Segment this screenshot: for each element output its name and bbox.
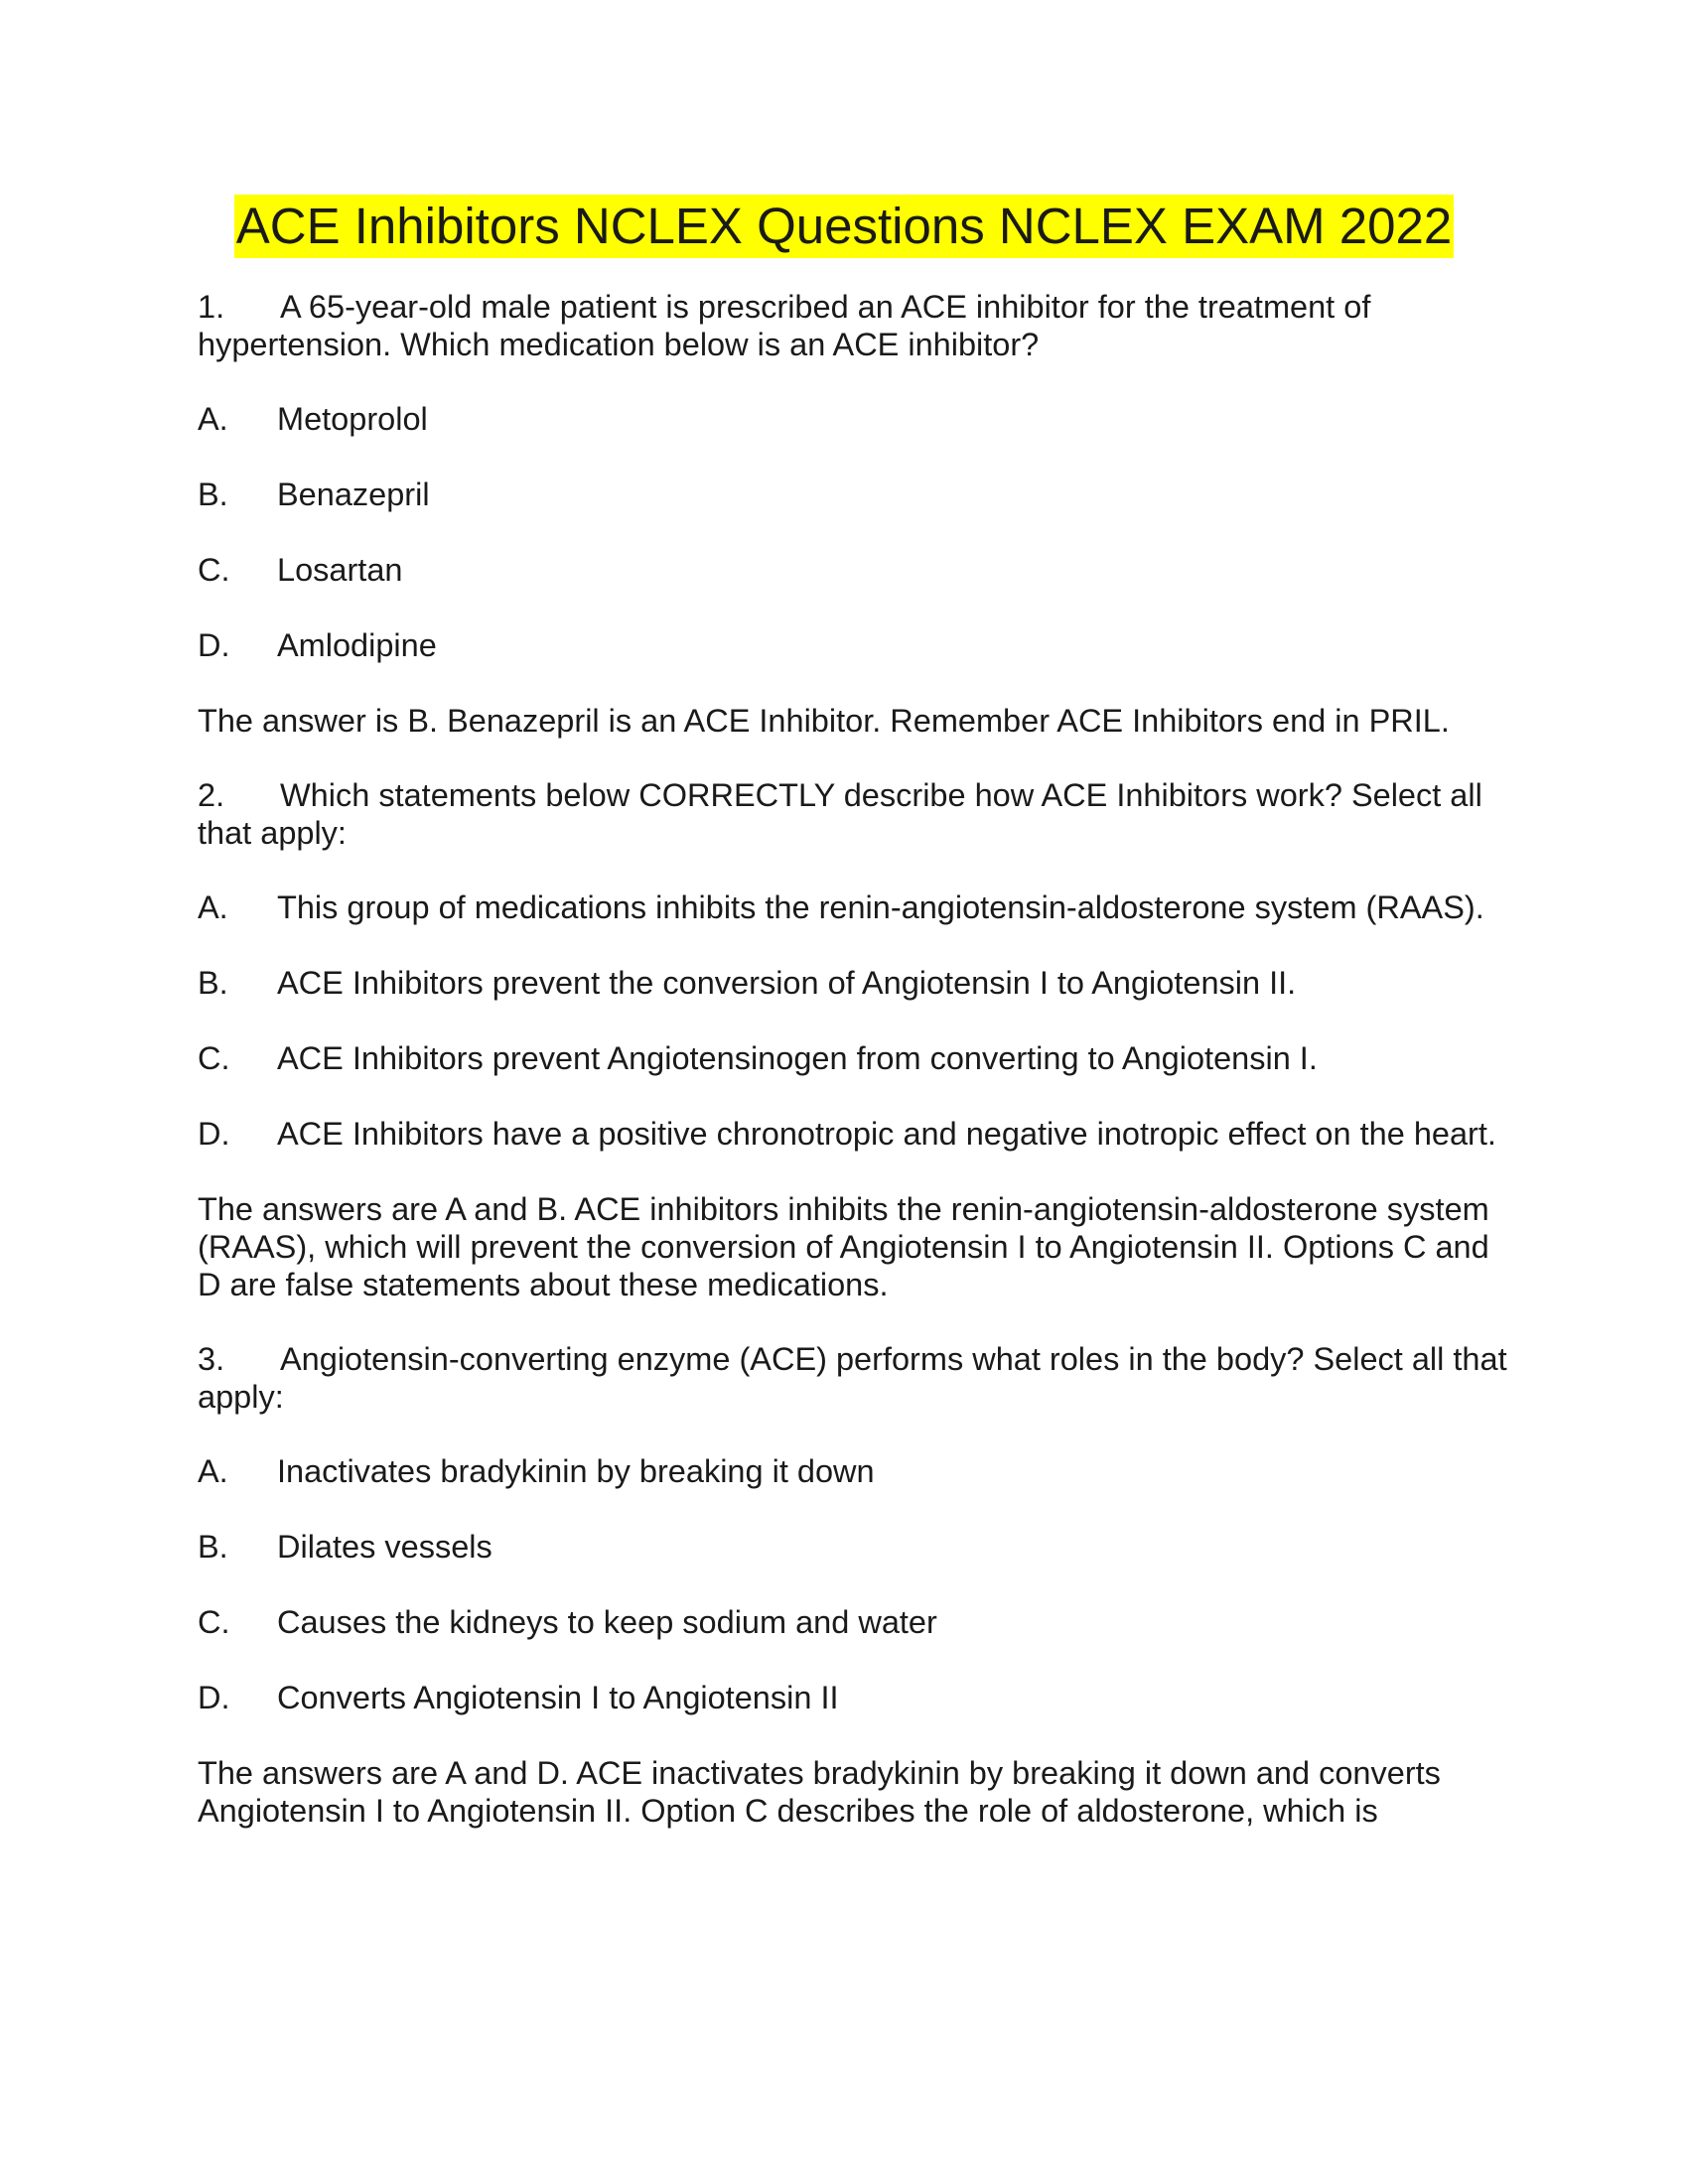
option-text: ACE Inhibitors have a positive chronotropic and negative inotropic effect on the heart. [277, 1116, 1496, 1152]
question-1 [198, 288, 1518, 363]
answer-3: The answers are A and D. ACE inactivates bradykinin by breaking it down and converts Angiotensin I to Angiotensin II. Option C describes the role of aldosterone, which is [198, 1755, 1441, 1829]
option-text: Inactivates bradykinin by breaking it down [277, 1453, 875, 1489]
page-title: ACE Inhibitors NCLEX Questions NCLEX EXAM 2022 [234, 195, 1455, 258]
option-letter: C. [198, 1604, 230, 1640]
option-b [198, 1528, 1518, 1566]
question-1-options [198, 400, 1518, 664]
option-text: Benazepril [277, 477, 430, 512]
answer-2: The answers are A and B. ACE inhibitors inhibits the renin-angiotensin-aldosterone system (RAAS), which will prevent the conversion of Angiotensin I to Angiotensin II. Options C and D are false statements about these medications. [198, 1191, 1489, 1302]
option-text: ACE Inhibitors prevent the conversion of Angiotensin I to Angiotensin II. [277, 965, 1297, 1001]
option-letter: B. [198, 965, 228, 1001]
option-a [198, 400, 1518, 438]
option-d [198, 1679, 1518, 1716]
option-letter: B. [198, 1529, 228, 1565]
option-text: Losartan [277, 552, 403, 588]
document-body [198, 288, 1518, 1866]
option-text: Metoprolol [277, 401, 428, 437]
question-2-options [198, 888, 1518, 1153]
answer-1: The answer is B. Benazepril is an ACE Inhibitor. Remember ACE Inhibitors end in PRIL. [198, 703, 1450, 739]
option-d [198, 626, 1518, 664]
option-text: Converts Angiotensin I to Angiotensin II [277, 1680, 839, 1715]
option-text: ACE Inhibitors prevent Angiotensinogen from converting to Angiotensin I. [277, 1040, 1318, 1076]
option-text: Amlodipine [277, 627, 437, 663]
title-wrap [0, 195, 1688, 258]
option-b [198, 476, 1518, 513]
option-letter: A. [198, 401, 228, 437]
question-3-options [198, 1452, 1518, 1716]
option-b [198, 964, 1518, 1002]
option-c [198, 1603, 1518, 1641]
option-text: This group of medications inhibits the renin-angiotensin-aldosterone system (RAAS). [277, 889, 1484, 925]
question-text: Angiotensin-converting enzyme (ACE) performs what roles in the body? Select all that apply: [198, 1341, 1507, 1415]
option-a [198, 1452, 1518, 1490]
option-a [198, 888, 1518, 926]
option-letter: C. [198, 1040, 230, 1076]
option-letter: B. [198, 477, 228, 512]
option-text: Causes the kidneys to keep sodium and water [277, 1604, 937, 1640]
option-text: Dilates vessels [277, 1529, 492, 1565]
option-d [198, 1115, 1518, 1153]
question-number: 3. [198, 1341, 225, 1377]
question-number: 1. [198, 289, 225, 325]
question-text: A 65-year-old male patient is prescribed an ACE inhibitor for the treatment of hypertension. Which medication below is an ACE inhibitor? [198, 289, 1371, 362]
option-letter: A. [198, 889, 228, 925]
option-c [198, 1039, 1518, 1077]
option-letter: A. [198, 1453, 228, 1489]
option-letter: D. [198, 1116, 230, 1152]
question-3 [198, 1340, 1518, 1416]
option-letter: D. [198, 1680, 230, 1715]
option-c [198, 551, 1518, 589]
option-letter: D. [198, 627, 230, 663]
question-2 [198, 776, 1518, 852]
question-text: Which statements below CORRECTLY describe how ACE Inhibitors work? Select all that apply: [198, 777, 1482, 851]
question-number: 2. [198, 777, 225, 813]
option-letter: C. [198, 552, 230, 588]
